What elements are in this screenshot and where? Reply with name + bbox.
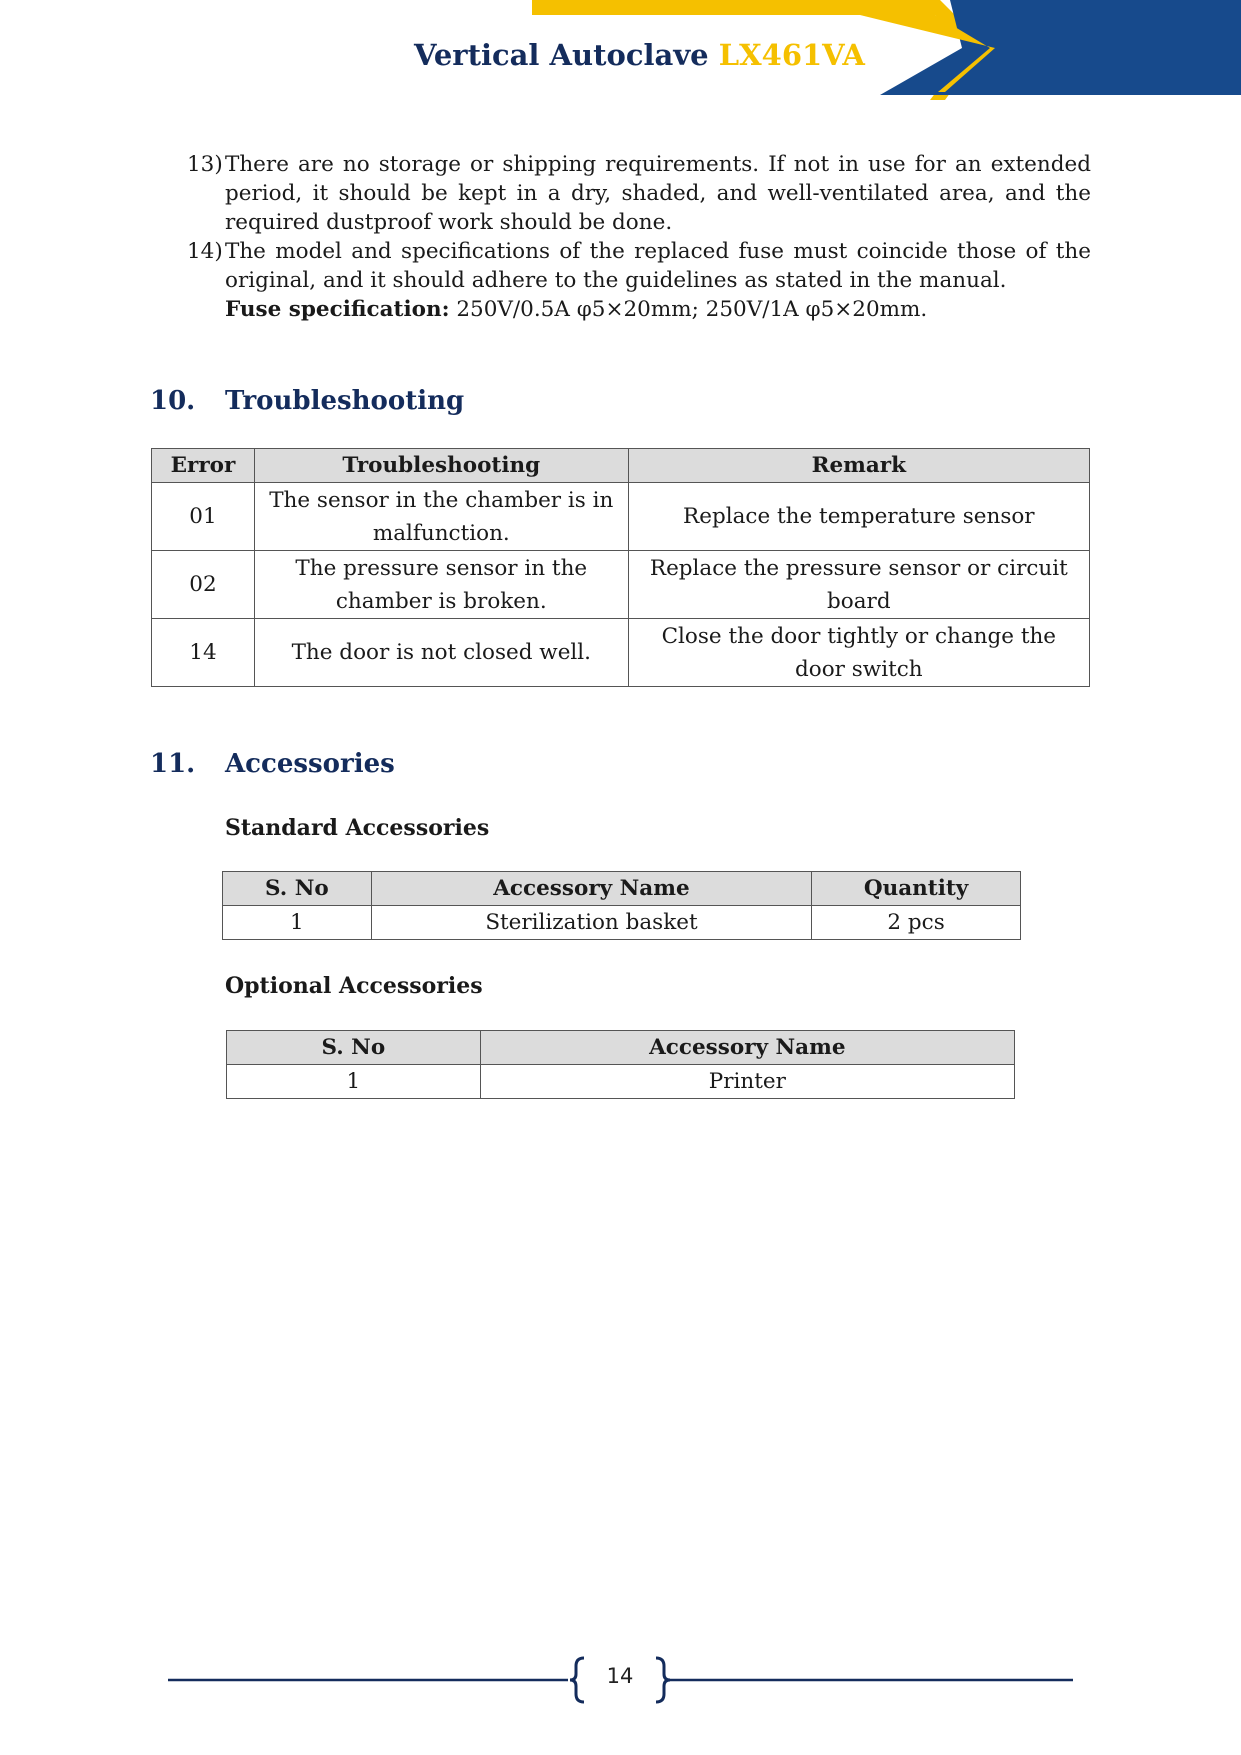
section-title: Troubleshooting bbox=[225, 386, 465, 416]
table-cell: 14 bbox=[152, 619, 255, 687]
table-cell: The door is not closed well. bbox=[254, 619, 628, 687]
note-text: The model and specifications of the replaced fuse must coincide those of the original, and it should adhere to the guidelines as stated in the manual. bbox=[225, 239, 1091, 293]
section-number: 10. bbox=[150, 386, 196, 416]
optional-accessories-heading: Optional Accessories bbox=[225, 973, 483, 999]
table-cell: Close the door tightly or change the door switch bbox=[628, 619, 1089, 687]
note-text: There are no storage or shipping requirements. If not in use for an extended period, it should be kept in a dry, shaded, and well-ventilated area, and the required dustproof work should be done. bbox=[225, 152, 1091, 235]
table-row bbox=[227, 1065, 1015, 1099]
table-cell: Replace the temperature sensor bbox=[628, 483, 1089, 551]
product-model: LX461VA bbox=[718, 38, 865, 72]
table-cell: The sensor in the chamber is in malfunction. bbox=[254, 483, 628, 551]
note-number: 14) bbox=[187, 239, 223, 264]
table-cell: 01 bbox=[152, 483, 255, 551]
page-number: 14 bbox=[606, 1664, 634, 1688]
column-header: S. No bbox=[227, 1031, 481, 1065]
standard-accessories-table bbox=[222, 871, 1021, 940]
section-heading-troubleshooting bbox=[150, 386, 464, 416]
table-cell: The pressure sensor in the chamber is broken. bbox=[254, 551, 628, 619]
table-cell: Printer bbox=[480, 1065, 1014, 1099]
notes-list bbox=[187, 150, 1091, 324]
section-title: Accessories bbox=[225, 749, 395, 779]
table-cell: 1 bbox=[223, 906, 372, 940]
product-name: Vertical Autoclave bbox=[414, 38, 709, 72]
fuse-label: Fuse specification: bbox=[225, 297, 450, 322]
header-title bbox=[414, 38, 865, 72]
note-13 bbox=[187, 150, 1091, 237]
table-row bbox=[152, 483, 1090, 551]
column-header: Quantity bbox=[812, 872, 1021, 906]
table-row bbox=[152, 551, 1090, 619]
table-cell: Sterilization basket bbox=[371, 906, 811, 940]
note-number: 13) bbox=[187, 152, 223, 177]
table-cell: Replace the pressure sensor or circuit board bbox=[628, 551, 1089, 619]
optional-accessories-table bbox=[226, 1030, 1015, 1099]
table-header-row bbox=[227, 1031, 1015, 1065]
table-row bbox=[152, 619, 1090, 687]
note-14 bbox=[187, 237, 1091, 324]
column-header: Accessory Name bbox=[480, 1031, 1014, 1065]
troubleshooting-table bbox=[151, 448, 1090, 687]
column-header: Error bbox=[152, 449, 255, 483]
footer-right-brace bbox=[656, 1658, 670, 1702]
table-cell: 2 pcs bbox=[812, 906, 1021, 940]
table-header-row bbox=[152, 449, 1090, 483]
table-header-row bbox=[223, 872, 1021, 906]
column-header: S. No bbox=[223, 872, 372, 906]
section-number: 11. bbox=[150, 749, 196, 779]
table-cell: 1 bbox=[227, 1065, 481, 1099]
table-row bbox=[223, 906, 1021, 940]
footer-left-brace bbox=[570, 1658, 584, 1702]
standard-accessories-heading: Standard Accessories bbox=[225, 815, 490, 841]
table-cell: 02 bbox=[152, 551, 255, 619]
column-header: Accessory Name bbox=[371, 872, 811, 906]
column-header: Troubleshooting bbox=[254, 449, 628, 483]
fuse-specification bbox=[225, 295, 1091, 324]
column-header: Remark bbox=[628, 449, 1089, 483]
section-heading-accessories bbox=[150, 749, 395, 779]
fuse-value: 250V/0.5A φ5×20mm; 250V/1A φ5×20mm. bbox=[449, 297, 928, 322]
